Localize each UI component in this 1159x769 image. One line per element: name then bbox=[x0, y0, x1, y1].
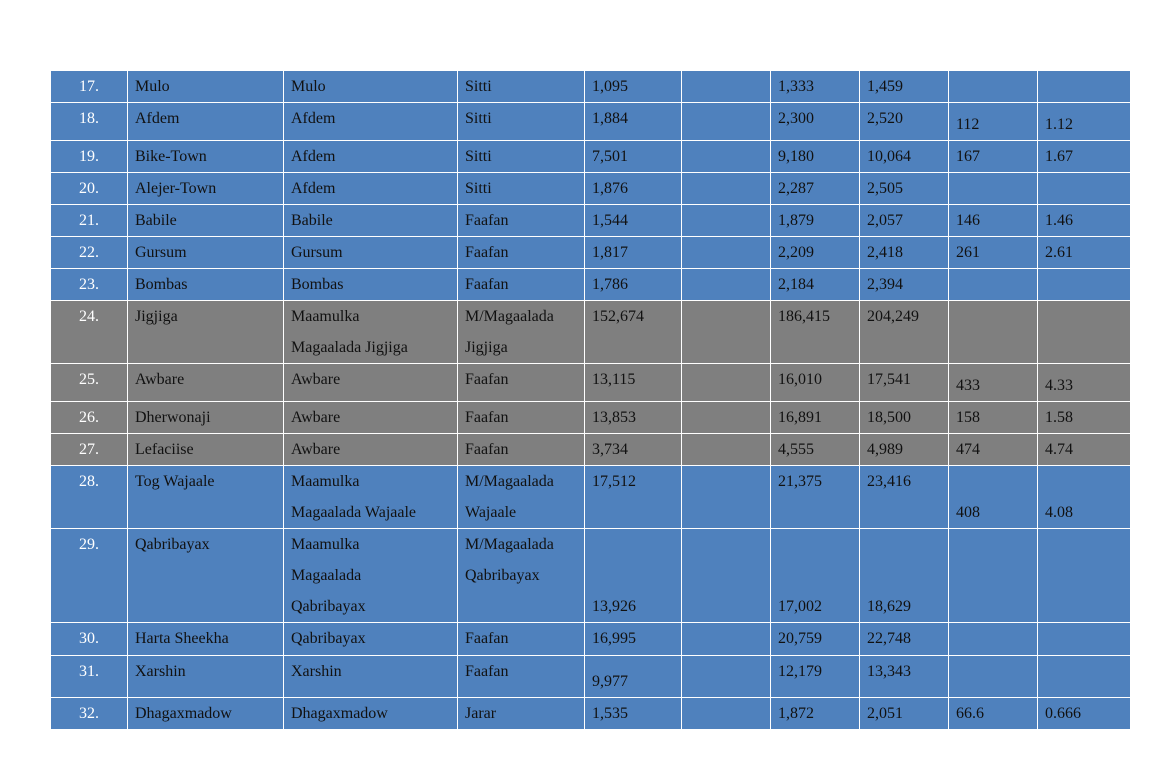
value-cell-1: 1,544 bbox=[585, 205, 682, 237]
value-cell-4: 22,748 bbox=[860, 623, 949, 656]
value-cell-1: 1,095 bbox=[585, 71, 682, 103]
value-cell-5: 408 bbox=[949, 466, 1038, 529]
value-cell-5 bbox=[949, 269, 1038, 301]
value-cell-3: 16,010 bbox=[771, 364, 860, 402]
value-cell-6 bbox=[1038, 623, 1131, 656]
value-cell-1: 3,734 bbox=[585, 434, 682, 466]
row-number: 23. bbox=[51, 269, 128, 301]
zone-cell: Sitti bbox=[458, 103, 585, 141]
value-cell-2 bbox=[682, 623, 771, 656]
value-cell-4: 17,541 bbox=[860, 364, 949, 402]
value-cell-3: 186,415 bbox=[771, 301, 860, 364]
zone-cell: Sitti bbox=[458, 173, 585, 205]
table-row bbox=[51, 364, 1131, 402]
value-cell-2 bbox=[682, 205, 771, 237]
value-cell-3: 12,179 bbox=[771, 656, 860, 698]
town-cell: Alejer-Town bbox=[128, 173, 284, 205]
table-row bbox=[51, 103, 1131, 141]
value-cell-6: 1.58 bbox=[1038, 402, 1131, 434]
value-cell-6: 4.08 bbox=[1038, 466, 1131, 529]
value-cell-4: 204,249 bbox=[860, 301, 949, 364]
zone-cell: Faafan bbox=[458, 434, 585, 466]
value-cell-3: 4,555 bbox=[771, 434, 860, 466]
value-cell-4: 2,418 bbox=[860, 237, 949, 269]
value-cell-6 bbox=[1038, 269, 1131, 301]
value-cell-5: 66.6 bbox=[949, 698, 1038, 730]
value-cell-4: 18,629 bbox=[860, 529, 949, 623]
zone-line-1: M/Magaalada bbox=[465, 473, 554, 490]
value-cell-2 bbox=[682, 141, 771, 173]
zone-cell bbox=[458, 301, 585, 364]
value-cell-6 bbox=[1038, 301, 1131, 364]
table-row bbox=[51, 529, 1131, 623]
table-row bbox=[51, 269, 1131, 301]
row-number: 25. bbox=[51, 364, 128, 402]
district-cell: Xarshin bbox=[284, 656, 458, 698]
zone-cell: Faafan bbox=[458, 205, 585, 237]
table-row bbox=[51, 656, 1131, 698]
district-cell: Mulo bbox=[284, 71, 458, 103]
zone-cell: Faafan bbox=[458, 656, 585, 698]
row-number: 22. bbox=[51, 237, 128, 269]
zone-cell: Sitti bbox=[458, 71, 585, 103]
value-cell-1: 1,876 bbox=[585, 173, 682, 205]
district-cell: Babile bbox=[284, 205, 458, 237]
zone-cell: Faafan bbox=[458, 269, 585, 301]
value-cell-2 bbox=[682, 237, 771, 269]
table-row bbox=[51, 71, 1131, 103]
row-number: 29. bbox=[51, 529, 128, 623]
town-cell: Qabribayax bbox=[128, 529, 284, 623]
table-row bbox=[51, 205, 1131, 237]
district-cell: Awbare bbox=[284, 402, 458, 434]
value-cell-3: 1,333 bbox=[771, 71, 860, 103]
zone-cell: Sitti bbox=[458, 141, 585, 173]
value-cell-3: 17,002 bbox=[771, 529, 860, 623]
table-row bbox=[51, 466, 1131, 529]
value-cell-4: 2,505 bbox=[860, 173, 949, 205]
zone-cell bbox=[458, 529, 585, 623]
district-cell: Awbare bbox=[284, 434, 458, 466]
value-cell-2 bbox=[682, 698, 771, 730]
value-cell-5: 167 bbox=[949, 141, 1038, 173]
value-cell-3: 2,184 bbox=[771, 269, 860, 301]
value-cell-2 bbox=[682, 301, 771, 364]
district-cell: Afdem bbox=[284, 103, 458, 141]
value-cell-6: 4.74 bbox=[1038, 434, 1131, 466]
value-cell-4: 1,459 bbox=[860, 71, 949, 103]
value-cell-2 bbox=[682, 71, 771, 103]
value-cell-1: 1,884 bbox=[585, 103, 682, 141]
value-cell-3: 1,872 bbox=[771, 698, 860, 730]
value-cell-1: 13,853 bbox=[585, 402, 682, 434]
zone-cell: Faafan bbox=[458, 364, 585, 402]
table-row bbox=[51, 434, 1131, 466]
town-cell: Lefaciise bbox=[128, 434, 284, 466]
town-cell: Harta Sheekha bbox=[128, 623, 284, 656]
value-cell-1: 1,535 bbox=[585, 698, 682, 730]
value-cell-3: 1,879 bbox=[771, 205, 860, 237]
value-cell-5 bbox=[949, 656, 1038, 698]
value-cell-5: 146 bbox=[949, 205, 1038, 237]
value-cell-1: 1,786 bbox=[585, 269, 682, 301]
table-row bbox=[51, 173, 1131, 205]
row-number: 31. bbox=[51, 656, 128, 698]
district-cell: Qabribayax bbox=[284, 623, 458, 656]
town-cell: Tog Wajaale bbox=[128, 466, 284, 529]
value-cell-4: 2,051 bbox=[860, 698, 949, 730]
value-cell-1: 152,674 bbox=[585, 301, 682, 364]
value-cell-4: 2,057 bbox=[860, 205, 949, 237]
value-cell-6 bbox=[1038, 71, 1131, 103]
row-number: 26. bbox=[51, 402, 128, 434]
town-cell: Mulo bbox=[128, 71, 284, 103]
town-cell: Dherwonaji bbox=[128, 402, 284, 434]
town-cell: Xarshin bbox=[128, 656, 284, 698]
value-cell-6: 1.46 bbox=[1038, 205, 1131, 237]
zone-cell: Jarar bbox=[458, 698, 585, 730]
value-cell-5 bbox=[949, 623, 1038, 656]
zone-line-2: Jigjiga bbox=[465, 339, 508, 356]
value-cell-1: 7,501 bbox=[585, 141, 682, 173]
value-cell-5 bbox=[949, 173, 1038, 205]
value-cell-4: 2,394 bbox=[860, 269, 949, 301]
value-cell-2 bbox=[682, 466, 771, 529]
zone-line-1: M/Magaalada bbox=[465, 536, 554, 553]
district-cell bbox=[284, 529, 458, 623]
value-cell-3: 2,287 bbox=[771, 173, 860, 205]
row-number: 32. bbox=[51, 698, 128, 730]
value-cell-2 bbox=[682, 269, 771, 301]
town-cell: Afdem bbox=[128, 103, 284, 141]
value-cell-5: 261 bbox=[949, 237, 1038, 269]
value-cell-2 bbox=[682, 434, 771, 466]
table-row bbox=[51, 301, 1131, 364]
row-number: 18. bbox=[51, 103, 128, 141]
value-cell-2 bbox=[682, 103, 771, 141]
town-cell: Awbare bbox=[128, 364, 284, 402]
value-cell-6: 4.33 bbox=[1038, 364, 1131, 402]
value-cell-6 bbox=[1038, 529, 1131, 623]
table-row bbox=[51, 237, 1131, 269]
district-cell: Afdem bbox=[284, 141, 458, 173]
zone-line-2: Wajaale bbox=[465, 504, 517, 521]
row-number: 28. bbox=[51, 466, 128, 529]
value-cell-4: 18,500 bbox=[860, 402, 949, 434]
value-cell-4: 4,989 bbox=[860, 434, 949, 466]
town-cell: Dhagaxmadow bbox=[128, 698, 284, 730]
value-cell-5: 474 bbox=[949, 434, 1038, 466]
district-line-2: Magaalada bbox=[291, 567, 362, 584]
district-line-1: Maamulka bbox=[291, 308, 360, 325]
value-cell-6: 1.67 bbox=[1038, 141, 1131, 173]
table-row bbox=[51, 623, 1131, 656]
value-cell-2 bbox=[682, 402, 771, 434]
value-cell-2 bbox=[682, 173, 771, 205]
value-cell-1: 13,115 bbox=[585, 364, 682, 402]
value-cell-3: 2,209 bbox=[771, 237, 860, 269]
value-cell-5: 158 bbox=[949, 402, 1038, 434]
district-line-2: Magaalada Jigjiga bbox=[291, 339, 408, 356]
value-cell-5 bbox=[949, 71, 1038, 103]
value-cell-5: 433 bbox=[949, 364, 1038, 402]
town-cell: Gursum bbox=[128, 237, 284, 269]
population-table bbox=[50, 70, 1131, 730]
value-cell-6: 0.666 bbox=[1038, 698, 1131, 730]
row-number: 17. bbox=[51, 71, 128, 103]
zone-line-1: M/Magaalada bbox=[465, 308, 554, 325]
district-cell: Gursum bbox=[284, 237, 458, 269]
value-cell-1: 16,995 bbox=[585, 623, 682, 656]
value-cell-5 bbox=[949, 529, 1038, 623]
row-number: 27. bbox=[51, 434, 128, 466]
zone-cell: Faafan bbox=[458, 402, 585, 434]
value-cell-1: 1,817 bbox=[585, 237, 682, 269]
district-line-1: Maamulka bbox=[291, 536, 360, 553]
row-number: 19. bbox=[51, 141, 128, 173]
value-cell-1: 17,512 bbox=[585, 466, 682, 529]
value-cell-3: 2,300 bbox=[771, 103, 860, 141]
row-number: 20. bbox=[51, 173, 128, 205]
value-cell-6: 1.12 bbox=[1038, 103, 1131, 141]
value-cell-6: 2.61 bbox=[1038, 237, 1131, 269]
value-cell-3: 16,891 bbox=[771, 402, 860, 434]
table-row bbox=[51, 141, 1131, 173]
zone-cell: Faafan bbox=[458, 237, 585, 269]
value-cell-5 bbox=[949, 301, 1038, 364]
value-cell-3: 20,759 bbox=[771, 623, 860, 656]
row-number: 30. bbox=[51, 623, 128, 656]
value-cell-5: 112 bbox=[949, 103, 1038, 141]
town-cell: Bombas bbox=[128, 269, 284, 301]
value-cell-6 bbox=[1038, 656, 1131, 698]
town-cell: Bike-Town bbox=[128, 141, 284, 173]
district-cell: Awbare bbox=[284, 364, 458, 402]
value-cell-4: 10,064 bbox=[860, 141, 949, 173]
value-cell-6 bbox=[1038, 173, 1131, 205]
value-cell-4: 2,520 bbox=[860, 103, 949, 141]
district-cell: Afdem bbox=[284, 173, 458, 205]
value-cell-3: 9,180 bbox=[771, 141, 860, 173]
value-cell-4: 23,416 bbox=[860, 466, 949, 529]
town-cell: Jigjiga bbox=[128, 301, 284, 364]
value-cell-2 bbox=[682, 364, 771, 402]
table-row bbox=[51, 698, 1131, 730]
zone-cell bbox=[458, 466, 585, 529]
value-cell-4: 13,343 bbox=[860, 656, 949, 698]
district-cell bbox=[284, 301, 458, 364]
value-cell-1: 9,977 bbox=[585, 656, 682, 698]
value-cell-2 bbox=[682, 656, 771, 698]
row-number: 21. bbox=[51, 205, 128, 237]
row-number: 24. bbox=[51, 301, 128, 364]
value-cell-2 bbox=[682, 529, 771, 623]
table-row bbox=[51, 402, 1131, 434]
value-cell-1: 13,926 bbox=[585, 529, 682, 623]
district-line-1: Maamulka bbox=[291, 473, 360, 490]
zone-line-2: Qabribayax bbox=[465, 567, 540, 584]
district-line-3: Qabribayax bbox=[291, 598, 366, 615]
district-line-2: Magaalada Wajaale bbox=[291, 504, 417, 521]
zone-cell: Faafan bbox=[458, 623, 585, 656]
district-cell: Dhagaxmadow bbox=[284, 698, 458, 730]
town-cell: Babile bbox=[128, 205, 284, 237]
district-cell bbox=[284, 466, 458, 529]
value-cell-3: 21,375 bbox=[771, 466, 860, 529]
district-cell: Bombas bbox=[284, 269, 458, 301]
